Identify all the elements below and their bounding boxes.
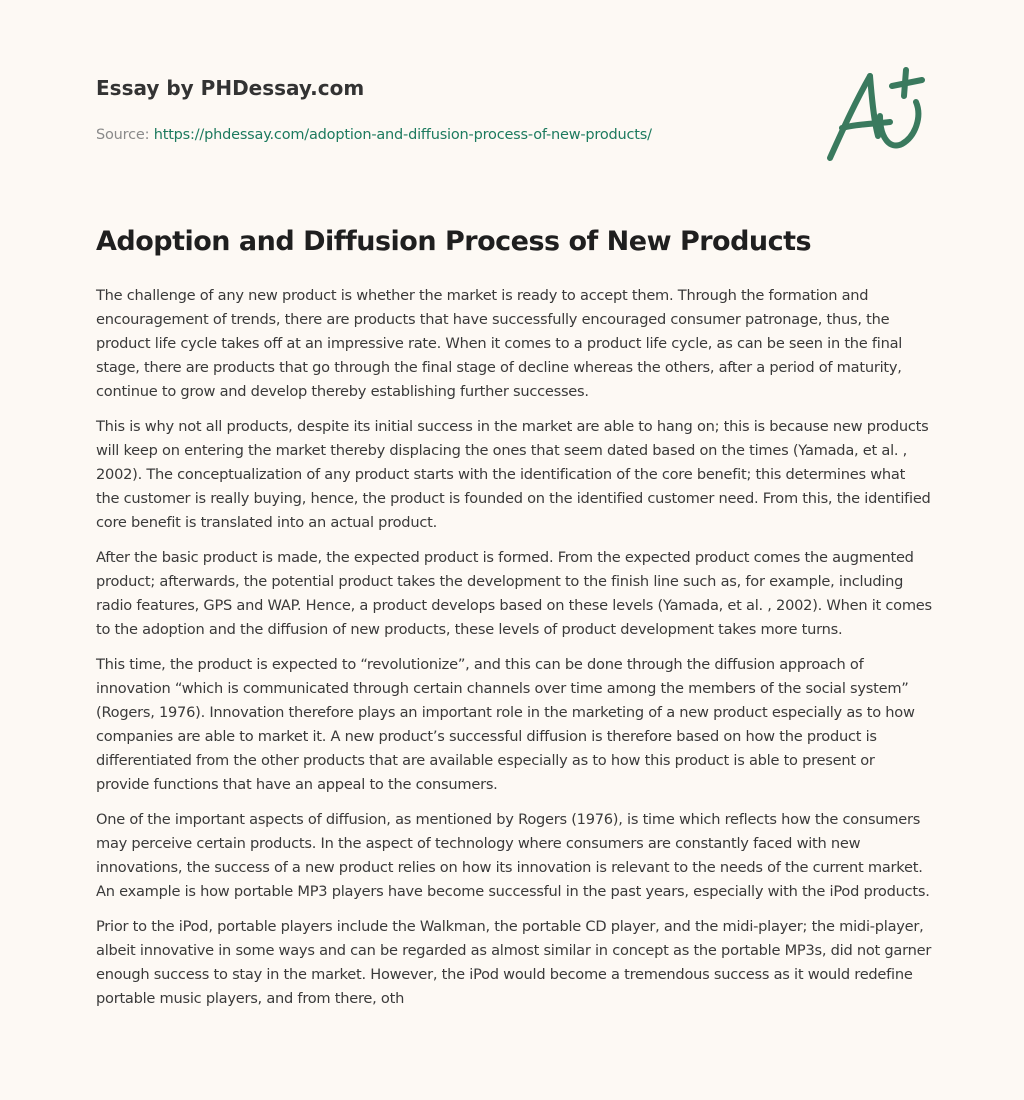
essay-paragraph: This is why not all products, despite its initial success in the market are able to hang on; this is because new products will keep on entering the market thereby displacing the ones that seem dated based on the times (Yamada, et al. , 2002). The conceptualization of any product starts with the identification of the core benefit; this determines what the customer is really buying, hence, the product is founded on the identified customer need. From this, the identified core benefit is translated into an actual product. <box>96 418 931 531</box>
site-title: Essay by PHDessay.com <box>96 76 365 100</box>
essay-paragraph: This time, the product is expected to “revolutionize”, and this can be done through the diffusion approach of innovation “which is communicated through certain channels over time among the members of the social system” (Rogers, 1976). Innovation therefore plays an important role in the marketing of a new product especially as to how companies are able to market it. A new product’s successful diffusion is therefore based on how the product is differentiated from the other products that are available especially as to how this product is able to present or provide functions that have an appeal to the consumers. <box>96 656 915 793</box>
source-label: Source: <box>96 127 150 143</box>
essay-title: Adoption and Diffusion Process of New Products <box>96 226 812 257</box>
page-header <box>96 76 796 143</box>
essay-paragraph: The challenge of any new product is whether the market is ready to accept them. Through the formation and encouragement of trends, there are products that have successfully encouraged consumer patronage, thus, the product life cycle takes off at an impressive rate. When it comes to a product life cycle, as can be seen in the final stage, there are products that go through the final stage of decline whereas the others, after a period of maturity, continue to grow and develop thereby establishing further successes. <box>96 287 903 400</box>
source-line <box>96 127 796 143</box>
essay-body <box>96 284 932 1022</box>
source-link[interactable]: https://phdessay.com/adoption-and-diffusion-process-of-new-products/ <box>153 127 652 143</box>
essay-paragraph: One of the important aspects of diffusion, as mentioned by Rogers (1976), is time which reflects how the consumers may perceive certain products. In the aspect of technology where consumers are constantly faced with new innovations, the success of a new product relies on how its innovation is relevant to the needs of the current market. An example is how portable MP3 players have become successful in the past years, especially with the iPod products. <box>96 811 930 900</box>
essay-paragraph: After the basic product is made, the expected product is formed. From the expected product comes the augmented product; afterwards, the potential product takes the development to the finish line such as, for example, including radio features, GPS and WAP. Hence, a product develops based on these levels (Yamada, et al. , 2002). When it comes to the adoption and the diffusion of new products, these levels of product development takes more turns. <box>96 549 932 638</box>
a-plus-grade-icon <box>818 66 933 166</box>
essay-paragraph: Prior to the iPod, portable players include the Walkman, the portable CD player, and the midi-player; the midi-player, albeit innovative in some ways and can be regarded as almost similar in concept as the portable MP3s, did not garner enough success to stay in the market. However, the iPod would become a tremendous success as it would redefine portable music players, and from there, oth <box>96 918 932 1007</box>
